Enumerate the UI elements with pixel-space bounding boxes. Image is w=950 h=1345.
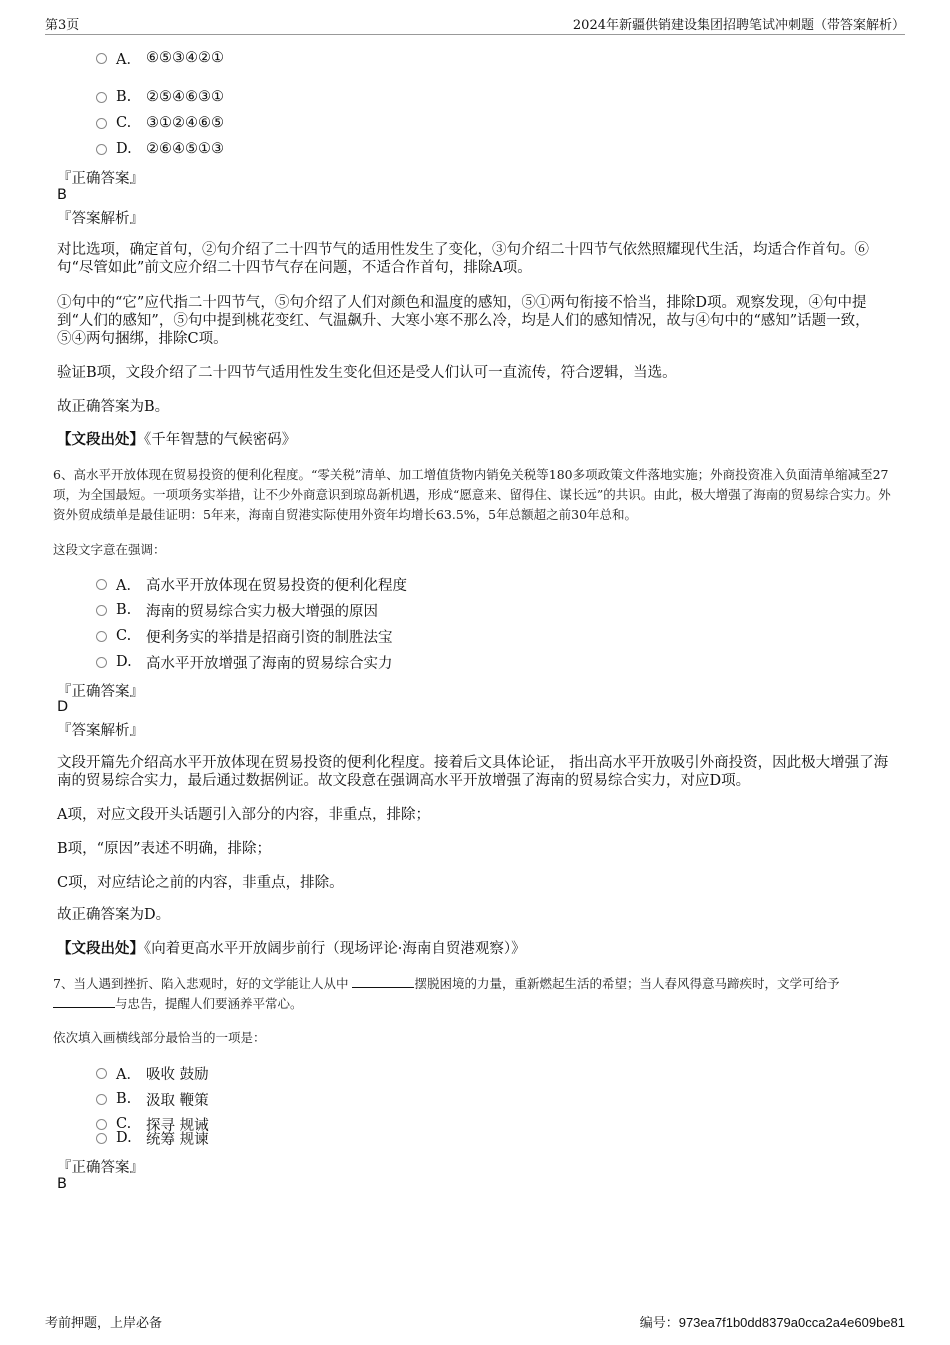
analysis-paragraph: B项，“原因”表述不明确，排除； <box>57 841 271 857</box>
radio-icon[interactable] <box>96 631 107 642</box>
radio-icon[interactable] <box>96 53 107 64</box>
answer-value: B <box>57 1176 67 1192</box>
radio-icon[interactable] <box>96 144 107 155</box>
question-prompt: 依次填入画横线部分最恰当的一项是： <box>53 1030 266 1045</box>
option-b[interactable]: B. ②⑤④⑥③① <box>96 87 224 107</box>
option-a[interactable]: A． 吸收 鼓励 <box>96 1063 209 1083</box>
fill-blank-2 <box>53 995 115 1008</box>
analysis-paragraph: 验证B项，文段介绍了二十四节气适用性发生变化但还是受人们认可一直流传，符合逻辑，当选。 <box>57 365 677 381</box>
analysis-paragraph: C项，对应结论之前的内容，非重点，排除。 <box>57 875 344 891</box>
analysis-paragraph: 文段开篇先介绍高水平开放体现在贸易投资的便利化程度。接着后文具体论证， 指出高水平开放吸引外商投资，因此极大增强了海南的贸易综合实力，最后通过数据例证。故文段意在强调高水平开放增强了海南的贸易综合实力，对应D项。 <box>57 755 889 789</box>
option-c[interactable]: C. 探寻 规诫 <box>96 1114 209 1134</box>
analysis-label: 『答案解析』 <box>57 723 144 739</box>
option-b[interactable]: B. 海南的贸易综合实力极大增强的原因 <box>96 600 378 620</box>
analysis-label: 『答案解析』 <box>57 211 144 227</box>
radio-icon[interactable] <box>96 579 107 590</box>
radio-icon[interactable] <box>96 1068 107 1079</box>
radio-icon[interactable] <box>96 118 107 129</box>
option-c[interactable]: C. 便利务实的举措是招商引资的制胜法宝 <box>96 626 393 646</box>
answer-label: 『正确答案』 <box>57 1160 144 1176</box>
option-c[interactable]: C. ③①②④⑥⑤ <box>96 113 224 133</box>
question-stem: 7、当人遇到挫折、陷入悲观时，好的文学能让人从中 摆脱困境的力量，重新燃起生活的希望；当人春风得意马蹄疾时，文学可给予与忠告，提醒人们要涵养平常心。 <box>53 976 840 1011</box>
answer-value: B <box>57 187 67 203</box>
option-d[interactable]: D. 高水平开放增强了海南的贸易综合实力 <box>96 652 393 672</box>
document-title: 2024年新疆供销建设集团招聘笔试冲刺题（带答案解析） <box>572 18 905 33</box>
source-line: 【文段出处】《千年智慧的气候密码》 <box>57 431 297 448</box>
page-header <box>45 12 905 35</box>
option-d[interactable]: D. ②⑥④⑤①③ <box>96 139 224 159</box>
footer-slogan: 考前押题，上岸必备 <box>45 1316 163 1331</box>
question-stem: 6、高水平开放体现在贸易投资的便利化程度。“零关税”清单、加工增值货物内销免关税等180多项政策文件落地实施；外商投资准入负面清单缩减至27项，为全国最短。一项项务实举措，让不少外商意识到琼岛新机遇，形成“愿意来、留得住、谋长远”的共识。由此，极大增强了海南的贸易综合实力。外资外贸成绩单是最佳证明：5年来，海南自贸港实际使用外资年均增长63.5%，5年总额超之前30年总和。 <box>53 467 891 522</box>
analysis-paragraph: A项，对应文段开头话题引入部分的内容，非重点，排除； <box>57 807 430 823</box>
radio-icon[interactable] <box>96 92 107 103</box>
footer-code: 编号：973ea7f1b0dd8379a0cca2a4e609be81 <box>639 1315 905 1331</box>
analysis-paragraph: ①句中的“它”应代指二十四节气，⑤句介绍了人们对颜色和温度的感知，⑤①两句衔接不恰当，排除D项。观察发现，④句中提到“人们的感知”，⑤句中提到桃花变红、气温飙升、大寒小寒不那么冷，均是人们的感知情况，故与④句中的“感知”话题一致，⑤④两句捆绑，排除C项。 <box>57 295 870 347</box>
analysis-paragraph: 故正确答案为B。 <box>57 399 170 415</box>
option-d[interactable]: D. 统筹 规谏 <box>96 1128 209 1148</box>
analysis-paragraph: 对比选项，确定首句，②句介绍了二十四节气的适用性发生了变化，③句介绍二十四节气依然照耀现代生活，均适合作首句。⑥句“尽管如此”前文应介绍二十四节气存在问题，不适合作首句，排除A项。 <box>57 242 869 276</box>
analysis-paragraph: 故正确答案为D。 <box>57 907 171 923</box>
option-a[interactable]: A． 高水平开放体现在贸易投资的便利化程度 <box>96 574 407 594</box>
page-number: 第3页 <box>45 18 80 33</box>
option-a[interactable]: A． ⑥⑤③④②① <box>96 48 224 68</box>
source-line: 【文段出处】《向着更高水平开放阔步前行（现场评论·海南自贸港观察）》 <box>57 940 526 957</box>
answer-label: 『正确答案』 <box>57 684 144 700</box>
radio-icon[interactable] <box>96 605 107 616</box>
radio-icon[interactable] <box>96 1133 107 1144</box>
fill-blank-1 <box>352 975 414 988</box>
radio-icon[interactable] <box>96 1094 107 1105</box>
answer-value: D <box>57 699 69 715</box>
answer-label: 『正确答案』 <box>57 171 144 187</box>
question-prompt: 这段文字意在强调： <box>53 542 166 557</box>
option-b[interactable]: B. 汲取 鞭策 <box>96 1089 209 1109</box>
radio-icon[interactable] <box>96 657 107 668</box>
